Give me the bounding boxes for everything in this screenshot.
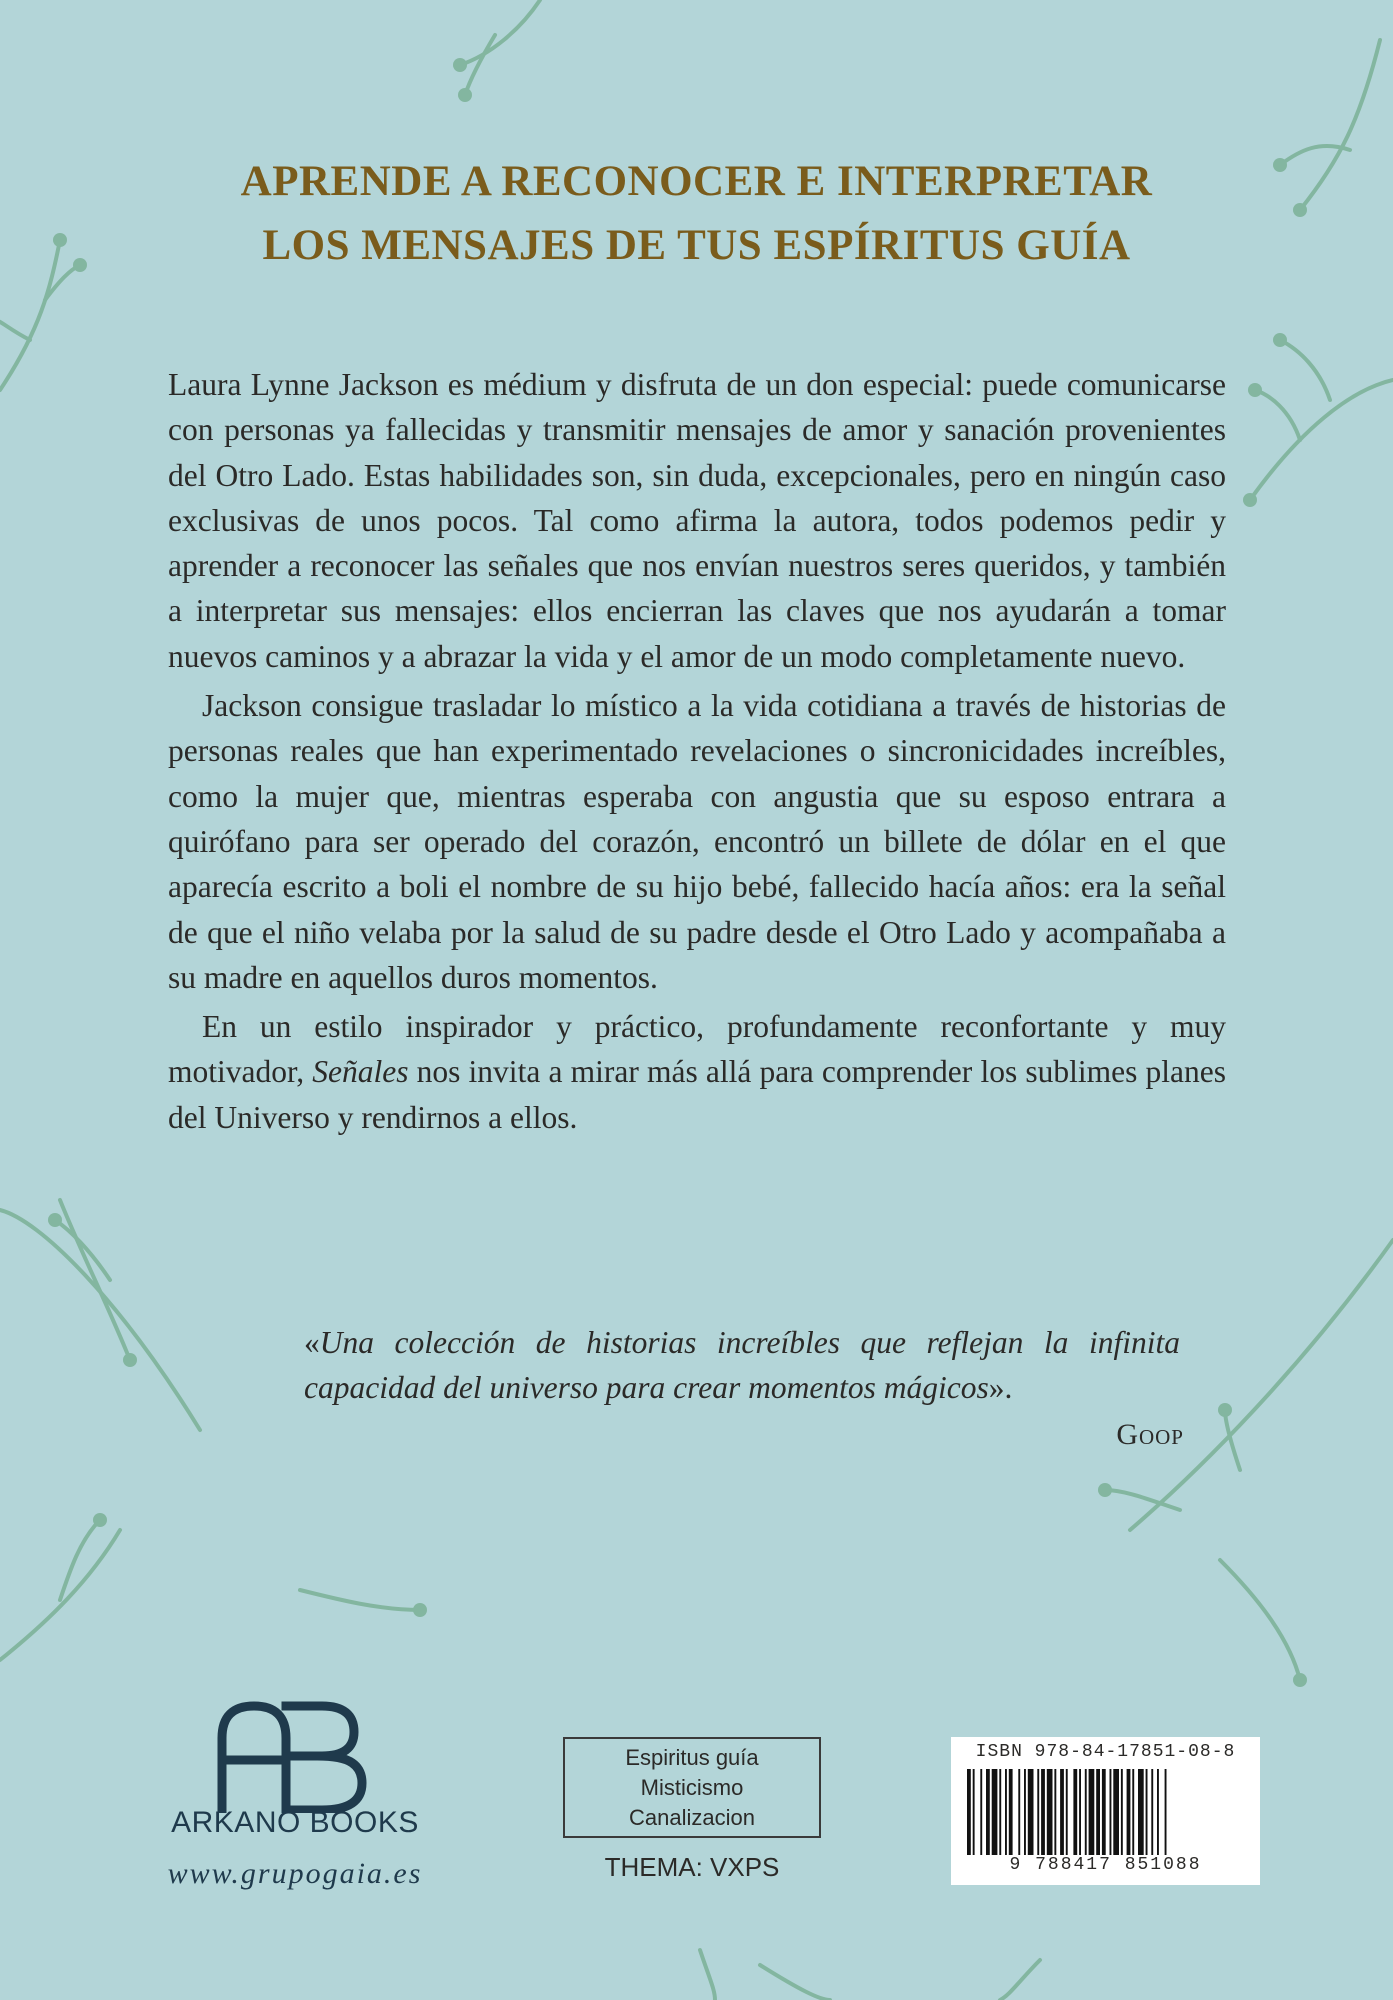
barcode-bar xyxy=(967,1769,971,1855)
barcode-bar xyxy=(1024,1769,1026,1855)
barcode-bar xyxy=(1079,1769,1081,1855)
thema-code: THEMA: VXPS xyxy=(604,1852,780,1882)
headline xyxy=(0,150,1393,278)
isbn-label: ISBN 978-84-17851-08-8 xyxy=(975,1742,1236,1762)
barcode-bar xyxy=(1121,1769,1123,1855)
headline-line-2: LOS MENSAJES DE TUS ESPÍRITUS GUÍA xyxy=(262,222,1131,269)
barcode-bar xyxy=(1018,1769,1020,1855)
isbn-digits: 9 788417 851088 xyxy=(1009,1855,1202,1875)
publisher-website: www.grupogaia.es xyxy=(167,1857,423,1890)
barcode-bar xyxy=(1151,1769,1153,1855)
barcode-bar xyxy=(980,1769,982,1855)
arkano-books-logo xyxy=(212,1698,372,1813)
barcode-bar xyxy=(1009,1769,1013,1855)
blurb-paragraph-3-end: nos invita a mirar más allá para comprender los sublimes planes del Universo y rendirnos a ellos. xyxy=(168,1054,1226,1135)
back-cover-blurb xyxy=(168,362,1226,1144)
subject-1: Espiritus guía xyxy=(625,1745,759,1770)
barcode-bar xyxy=(1138,1769,1144,1855)
blurb-paragraph-3 xyxy=(168,1004,1226,1140)
barcode-bar xyxy=(1127,1769,1131,1855)
blurb-paragraph-3-start: En un estilo inspirador y práctico, profundamente reconfortante y muy motivador, xyxy=(168,1009,1226,1090)
quote-open-mark: « xyxy=(304,1325,320,1360)
barcode-bar xyxy=(1096,1769,1100,1855)
barcode-bar xyxy=(1028,1769,1034,1855)
quote-source: Goop xyxy=(1116,1418,1184,1451)
barcode-bar xyxy=(1054,1769,1056,1855)
barcode-bar xyxy=(1146,1769,1148,1855)
barcode-bar xyxy=(992,1769,998,1855)
barcode-bar xyxy=(973,1769,975,1855)
book-title-inline: Señales xyxy=(312,1054,409,1090)
barcode-bar xyxy=(1047,1769,1053,1855)
publisher-name: ARKANO BOOKS xyxy=(171,1806,419,1839)
subject-3: Canalizacion xyxy=(629,1805,755,1830)
barcode-bar xyxy=(1157,1769,1159,1855)
barcode xyxy=(965,1769,1246,1863)
quote-close-mark: ». xyxy=(988,1370,1013,1405)
barcode-bar xyxy=(1089,1769,1095,1855)
subject-2: Misticismo xyxy=(640,1775,744,1800)
barcode-bar xyxy=(1073,1769,1077,1855)
barcode-bar xyxy=(1113,1769,1119,1855)
barcode-bar xyxy=(1037,1769,1039,1855)
barcode-bar xyxy=(1102,1769,1106,1855)
barcode-bar xyxy=(1110,1769,1112,1855)
barcode-bar xyxy=(1066,1769,1068,1855)
quote-text: Una colección de historias increíbles que reflejan la infinita capacidad del universo para crear momentos mágicos xyxy=(304,1325,1180,1405)
barcode-bar xyxy=(1132,1769,1134,1855)
blurb-paragraph-1: Laura Lynne Jackson es médium y disfruta de un don especial: puede comunicarse con personas ya fallecidas y transmitir mensajes de amor y sanación provenientes del Otro Lado. Estas habilidades son, sin duda, excepcionales, pero en ningún caso exclusivas de unos pocos. Tal como afirma la autora, todos podemos pedir y aprender a reconocer las señales que nos envían nuestros seres queridos, y también a interpretar sus mensajes: ellos encierran las claves que nos ayudarán a tomar nuevos caminos y a abrazar la vida y el amor de un modo completamente nuevo. xyxy=(168,367,1226,674)
barcode-bar xyxy=(1060,1769,1064,1855)
barcode-bar xyxy=(999,1769,1001,1855)
isbn-barcode-block xyxy=(951,1737,1260,1885)
barcode-bar xyxy=(1165,1769,1167,1855)
blurb-paragraph-2: Jackson consigue trasladar lo místico a la vida cotidiana a través de historias de personas reales que han experimentado revelaciones o sincronicidades increíbles, como la mujer que, mientras esperaba con angustia que su esposo entrara a quirófano para ser operado del corazón, encontró un billete de dólar en el que aparecía escrito a boli el nombre de su hijo bebé, fallecido hacía años: era la señal de que el niño velaba por la salud de su padre desde el Otro Lado y acompañaba a su madre en aquellos duros momentos. xyxy=(168,688,1226,995)
headline-line-1: APRENDE A RECONOCER E INTERPRETAR xyxy=(240,158,1153,205)
barcode-bar xyxy=(1085,1769,1087,1855)
barcode-bar xyxy=(986,1769,990,1855)
barcode-bar xyxy=(1041,1769,1045,1855)
barcode-bar xyxy=(1005,1769,1007,1855)
review-quote xyxy=(304,1320,1180,1410)
subject-categories xyxy=(563,1737,821,1838)
